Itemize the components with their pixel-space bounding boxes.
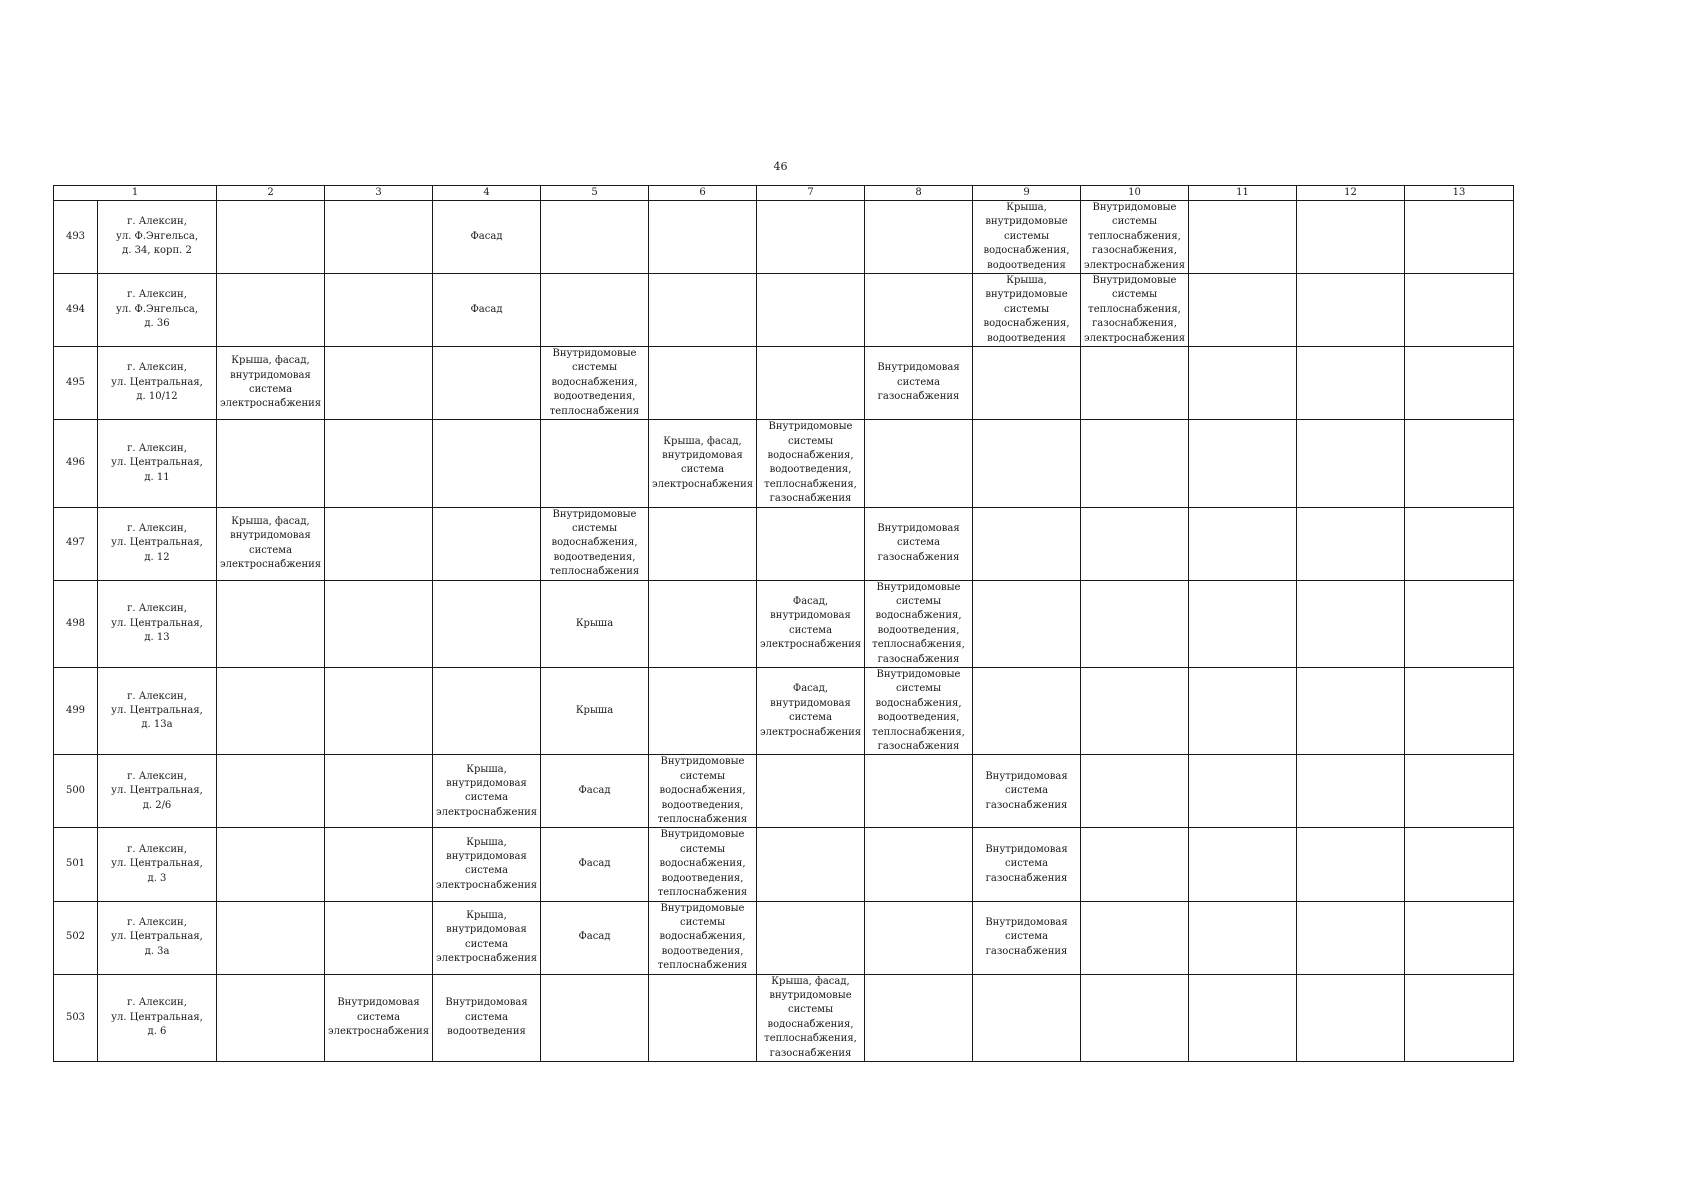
work-cell-col-4 <box>433 668 541 755</box>
work-cell-col-12 <box>1297 974 1405 1061</box>
work-cell-col-4: Внутридомовая система водоотведения <box>433 974 541 1061</box>
work-cell-col-9 <box>973 347 1081 420</box>
work-cell-col-10: Внутридомовые системы теплоснабжения, газоснабжения, электроснабжения <box>1081 274 1189 347</box>
work-cell-col-7: Фасад, внутридомовая система электроснабжения <box>757 668 865 755</box>
address-cell: г. Алексин, ул. Центральная, д. 11 <box>98 420 217 507</box>
work-cell-col-2: Крыша, фасад, внутридомовая система электроснабжения <box>217 347 325 420</box>
work-cell-col-6 <box>649 347 757 420</box>
row-number: 493 <box>54 201 98 274</box>
address-cell: г. Алексин, ул. Ф.Энгельса, д. 34, корп. 2 <box>98 201 217 274</box>
column-header-6: 6 <box>649 186 757 201</box>
work-cell-col-10 <box>1081 507 1189 580</box>
work-cell-col-8 <box>865 901 973 974</box>
column-header-9: 9 <box>973 186 1081 201</box>
work-cell-col-9: Крыша, внутридомовые системы водоснабжения, водоотведения <box>973 201 1081 274</box>
work-cell-col-9 <box>973 580 1081 667</box>
work-cell-col-13 <box>1405 901 1514 974</box>
row-number: 502 <box>54 901 98 974</box>
work-cell-col-13 <box>1405 201 1514 274</box>
work-cell-col-4 <box>433 347 541 420</box>
work-cell-col-8: Внутридомовая система газоснабжения <box>865 347 973 420</box>
work-cell-col-6 <box>649 668 757 755</box>
work-cell-col-11 <box>1189 974 1297 1061</box>
work-cell-col-4 <box>433 580 541 667</box>
work-cell-col-2 <box>217 668 325 755</box>
address-cell: г. Алексин, ул. Центральная, д. 12 <box>98 507 217 580</box>
address-cell: г. Алексин, ул. Центральная, д. 2/6 <box>98 755 217 828</box>
work-cell-col-7: Внутридомовые системы водоснабжения, водоотведения, теплоснабжения, газоснабжения <box>757 420 865 507</box>
row-number: 499 <box>54 668 98 755</box>
work-cell-col-11 <box>1189 347 1297 420</box>
work-cell-col-10 <box>1081 420 1189 507</box>
work-cell-col-5: Крыша <box>541 668 649 755</box>
work-cell-col-5 <box>541 974 649 1061</box>
work-cell-col-4 <box>433 507 541 580</box>
work-cell-col-3 <box>325 507 433 580</box>
work-cell-col-6: Внутридомовые системы водоснабжения, водоотведения, теплоснабжения <box>649 828 757 901</box>
work-cell-col-13 <box>1405 828 1514 901</box>
work-cell-col-2 <box>217 274 325 347</box>
table-row <box>54 580 1514 667</box>
work-cell-col-3 <box>325 420 433 507</box>
page-number: 46 <box>773 160 788 173</box>
table-row <box>54 347 1514 420</box>
work-cell-col-9 <box>973 507 1081 580</box>
table-row <box>54 755 1514 828</box>
work-cell-col-12 <box>1297 828 1405 901</box>
work-cell-col-12 <box>1297 507 1405 580</box>
work-cell-col-5: Внутридомовые системы водоснабжения, водоотведения, теплоснабжения <box>541 347 649 420</box>
work-cell-col-6 <box>649 201 757 274</box>
work-cell-col-9: Внутридомовая система газоснабжения <box>973 755 1081 828</box>
work-cell-col-2 <box>217 974 325 1061</box>
table-row <box>54 274 1514 347</box>
work-cell-col-7: Крыша, фасад, внутридомовые системы водоснабжения, теплоснабжения, газоснабжения <box>757 974 865 1061</box>
work-cell-col-8 <box>865 974 973 1061</box>
work-cell-col-7 <box>757 901 865 974</box>
work-cell-col-10 <box>1081 828 1189 901</box>
work-cell-col-2 <box>217 580 325 667</box>
work-cell-col-3 <box>325 201 433 274</box>
address-cell: г. Алексин, ул. Центральная, д. 13а <box>98 668 217 755</box>
column-header-8: 8 <box>865 186 973 201</box>
work-cell-col-8 <box>865 828 973 901</box>
work-cell-col-10: Внутридомовые системы теплоснабжения, газоснабжения, электроснабжения <box>1081 201 1189 274</box>
work-cell-col-2 <box>217 420 325 507</box>
work-cell-col-8 <box>865 274 973 347</box>
work-cell-col-12 <box>1297 668 1405 755</box>
work-cell-col-12 <box>1297 347 1405 420</box>
work-cell-col-7 <box>757 507 865 580</box>
work-cell-col-6 <box>649 580 757 667</box>
work-cell-col-7 <box>757 274 865 347</box>
work-cell-col-13 <box>1405 580 1514 667</box>
work-cell-col-8: Внутридомовые системы водоснабжения, водоотведения, теплоснабжения, газоснабжения <box>865 668 973 755</box>
work-cell-col-11 <box>1189 755 1297 828</box>
address-cell: г. Алексин, ул. Ф.Энгельса, д. 36 <box>98 274 217 347</box>
address-cell: г. Алексин, ул. Центральная, д. 3 <box>98 828 217 901</box>
work-cell-col-7 <box>757 828 865 901</box>
work-cell-col-5: Внутридомовые системы водоснабжения, водоотведения, теплоснабжения <box>541 507 649 580</box>
work-cell-col-6: Внутридомовые системы водоснабжения, водоотведения, теплоснабжения <box>649 755 757 828</box>
work-cell-col-4: Крыша, внутридомовая система электроснабжения <box>433 901 541 974</box>
work-cell-col-4 <box>433 420 541 507</box>
work-cell-col-7 <box>757 755 865 828</box>
table-row <box>54 828 1514 901</box>
work-cell-col-9 <box>973 668 1081 755</box>
work-cell-col-12 <box>1297 201 1405 274</box>
column-header-13: 13 <box>1405 186 1514 201</box>
work-cell-col-10 <box>1081 580 1189 667</box>
work-cell-col-11 <box>1189 668 1297 755</box>
work-cell-col-12 <box>1297 580 1405 667</box>
work-cell-col-6: Крыша, фасад, внутридомовая система электроснабжения <box>649 420 757 507</box>
work-cell-col-11 <box>1189 507 1297 580</box>
work-cell-col-3 <box>325 274 433 347</box>
work-cell-col-2 <box>217 201 325 274</box>
table-row <box>54 974 1514 1061</box>
row-number: 498 <box>54 580 98 667</box>
column-header-7: 7 <box>757 186 865 201</box>
column-header-11: 11 <box>1189 186 1297 201</box>
work-cell-col-12 <box>1297 274 1405 347</box>
work-cell-col-12 <box>1297 755 1405 828</box>
row-number: 497 <box>54 507 98 580</box>
work-cell-col-3 <box>325 668 433 755</box>
column-header-2: 2 <box>217 186 325 201</box>
work-cell-col-3: Внутридомовая система электроснабжения <box>325 974 433 1061</box>
work-cell-col-11 <box>1189 201 1297 274</box>
work-cell-col-11 <box>1189 580 1297 667</box>
column-header-1: 1 <box>54 186 217 201</box>
row-number: 503 <box>54 974 98 1061</box>
column-header-10: 10 <box>1081 186 1189 201</box>
work-cell-col-8 <box>865 755 973 828</box>
column-header-5: 5 <box>541 186 649 201</box>
column-header-12: 12 <box>1297 186 1405 201</box>
row-number: 500 <box>54 755 98 828</box>
work-cell-col-3 <box>325 580 433 667</box>
work-cell-col-10 <box>1081 668 1189 755</box>
table-row <box>54 668 1514 755</box>
work-cell-col-9: Внутридомовая система газоснабжения <box>973 901 1081 974</box>
work-cell-col-3 <box>325 347 433 420</box>
column-number-row <box>54 186 1514 201</box>
work-cell-col-8 <box>865 420 973 507</box>
work-cell-col-11 <box>1189 274 1297 347</box>
work-cell-col-5 <box>541 201 649 274</box>
work-cell-col-5: Фасад <box>541 828 649 901</box>
work-cell-col-7: Фасад, внутридомовая система электроснабжения <box>757 580 865 667</box>
table-row <box>54 201 1514 274</box>
work-cell-col-13 <box>1405 507 1514 580</box>
work-cell-col-10 <box>1081 901 1189 974</box>
address-cell: г. Алексин, ул. Центральная, д. 13 <box>98 580 217 667</box>
work-cell-col-2: Крыша, фасад, внутридомовая система электроснабжения <box>217 507 325 580</box>
work-cell-col-11 <box>1189 901 1297 974</box>
work-cell-col-11 <box>1189 828 1297 901</box>
column-header-4: 4 <box>433 186 541 201</box>
work-cell-col-6 <box>649 507 757 580</box>
work-cell-col-3 <box>325 828 433 901</box>
work-cell-col-5: Фасад <box>541 901 649 974</box>
work-cell-col-5: Крыша <box>541 580 649 667</box>
work-cell-col-5 <box>541 420 649 507</box>
work-cell-col-13 <box>1405 974 1514 1061</box>
work-cell-col-8: Внутридомовые системы водоснабжения, водоотведения, теплоснабжения, газоснабжения <box>865 580 973 667</box>
work-cell-col-6: Внутридомовые системы водоснабжения, водоотведения, теплоснабжения <box>649 901 757 974</box>
row-number: 495 <box>54 347 98 420</box>
work-cell-col-2 <box>217 755 325 828</box>
table-row <box>54 901 1514 974</box>
work-cell-col-2 <box>217 901 325 974</box>
work-cell-col-3 <box>325 901 433 974</box>
work-cell-col-13 <box>1405 420 1514 507</box>
address-cell: г. Алексин, ул. Центральная, д. 6 <box>98 974 217 1061</box>
work-cell-col-4: Крыша, внутридомовая система электроснабжения <box>433 755 541 828</box>
work-cell-col-9: Крыша, внутридомовые системы водоснабжения, водоотведения <box>973 274 1081 347</box>
work-cell-col-10 <box>1081 974 1189 1061</box>
work-cell-col-5: Фасад <box>541 755 649 828</box>
row-number: 496 <box>54 420 98 507</box>
work-cell-col-13 <box>1405 668 1514 755</box>
work-cell-col-12 <box>1297 901 1405 974</box>
work-cell-col-3 <box>325 755 433 828</box>
work-cell-col-13 <box>1405 755 1514 828</box>
work-cell-col-11 <box>1189 420 1297 507</box>
work-cell-col-8 <box>865 201 973 274</box>
column-header-3: 3 <box>325 186 433 201</box>
work-cell-col-6 <box>649 974 757 1061</box>
work-cell-col-5 <box>541 274 649 347</box>
work-cell-col-8: Внутридомовая система газоснабжения <box>865 507 973 580</box>
work-cell-col-9 <box>973 974 1081 1061</box>
table-row <box>54 507 1514 580</box>
work-cell-col-6 <box>649 274 757 347</box>
row-number: 501 <box>54 828 98 901</box>
work-cell-col-13 <box>1405 274 1514 347</box>
work-cell-col-4: Фасад <box>433 274 541 347</box>
table-row <box>54 420 1514 507</box>
work-cell-col-12 <box>1297 420 1405 507</box>
work-cell-col-9: Внутридомовая система газоснабжения <box>973 828 1081 901</box>
work-cell-col-7 <box>757 347 865 420</box>
repair-schedule-table <box>53 185 1514 1062</box>
row-number: 494 <box>54 274 98 347</box>
work-cell-col-10 <box>1081 347 1189 420</box>
address-cell: г. Алексин, ул. Центральная, д. 10/12 <box>98 347 217 420</box>
work-cell-col-10 <box>1081 755 1189 828</box>
work-cell-col-9 <box>973 420 1081 507</box>
work-cell-col-13 <box>1405 347 1514 420</box>
work-cell-col-4: Фасад <box>433 201 541 274</box>
work-cell-col-7 <box>757 201 865 274</box>
work-cell-col-4: Крыша, внутридомовая система электроснабжения <box>433 828 541 901</box>
address-cell: г. Алексин, ул. Центральная, д. 3а <box>98 901 217 974</box>
work-cell-col-2 <box>217 828 325 901</box>
